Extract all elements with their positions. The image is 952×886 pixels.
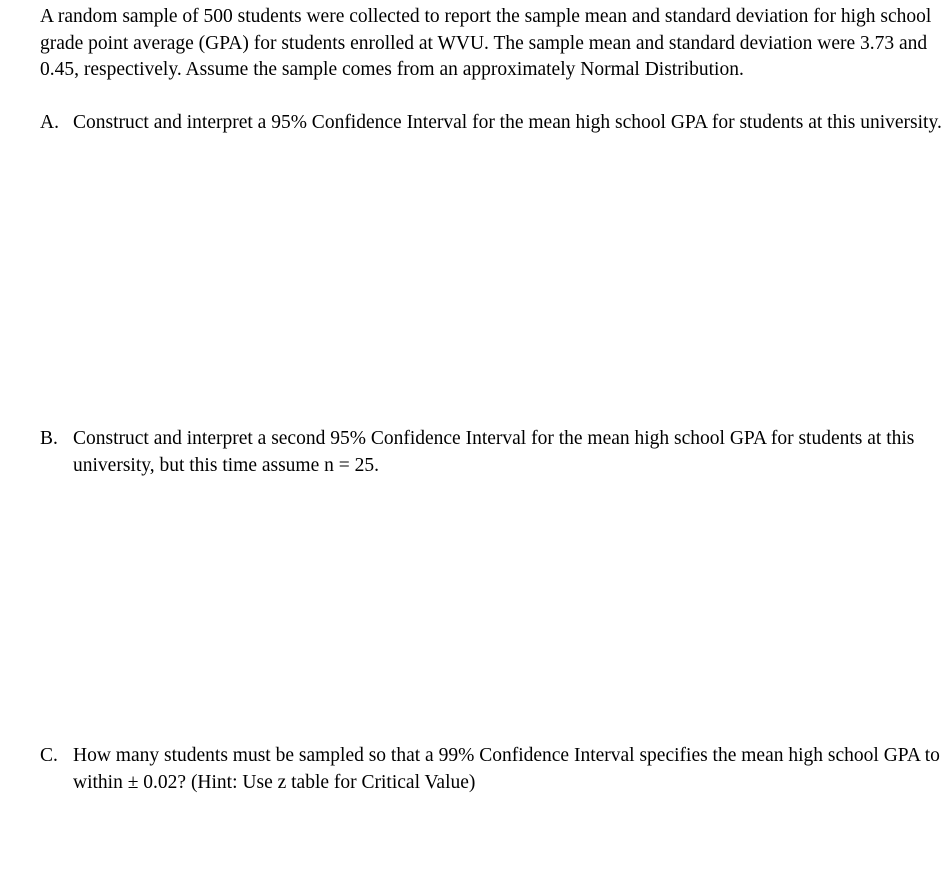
question-b-label: B. xyxy=(40,428,58,449)
question-c-text: How many students must be sampled so that a 99% Confidence Interval specifies the mean high school GPA to within ± 0.02? (Hint: Use z table for Critical Value) xyxy=(73,745,940,793)
question-a xyxy=(40,110,945,137)
question-c-label: C. xyxy=(40,745,58,766)
question-b xyxy=(40,426,945,479)
problem-intro: A random sample of 500 students were collected to report the sample mean and standard deviation for high school grade point average (GPA) for students enrolled at WVU. The sample mean and standard deviation were 3.73 and 0.45, respectively. Assume the sample comes from an approximately Normal Distribution. xyxy=(40,6,932,80)
question-a-text: Construct and interpret a 95% Confidence Interval for the mean high school GPA for students at this university. xyxy=(73,112,942,133)
question-b-text: Construct and interpret a second 95% Confidence Interval for the mean high school GPA for students at this university, but this time assume n = 25. xyxy=(73,428,915,476)
question-c xyxy=(40,743,945,796)
question-a-label: A. xyxy=(40,112,59,133)
